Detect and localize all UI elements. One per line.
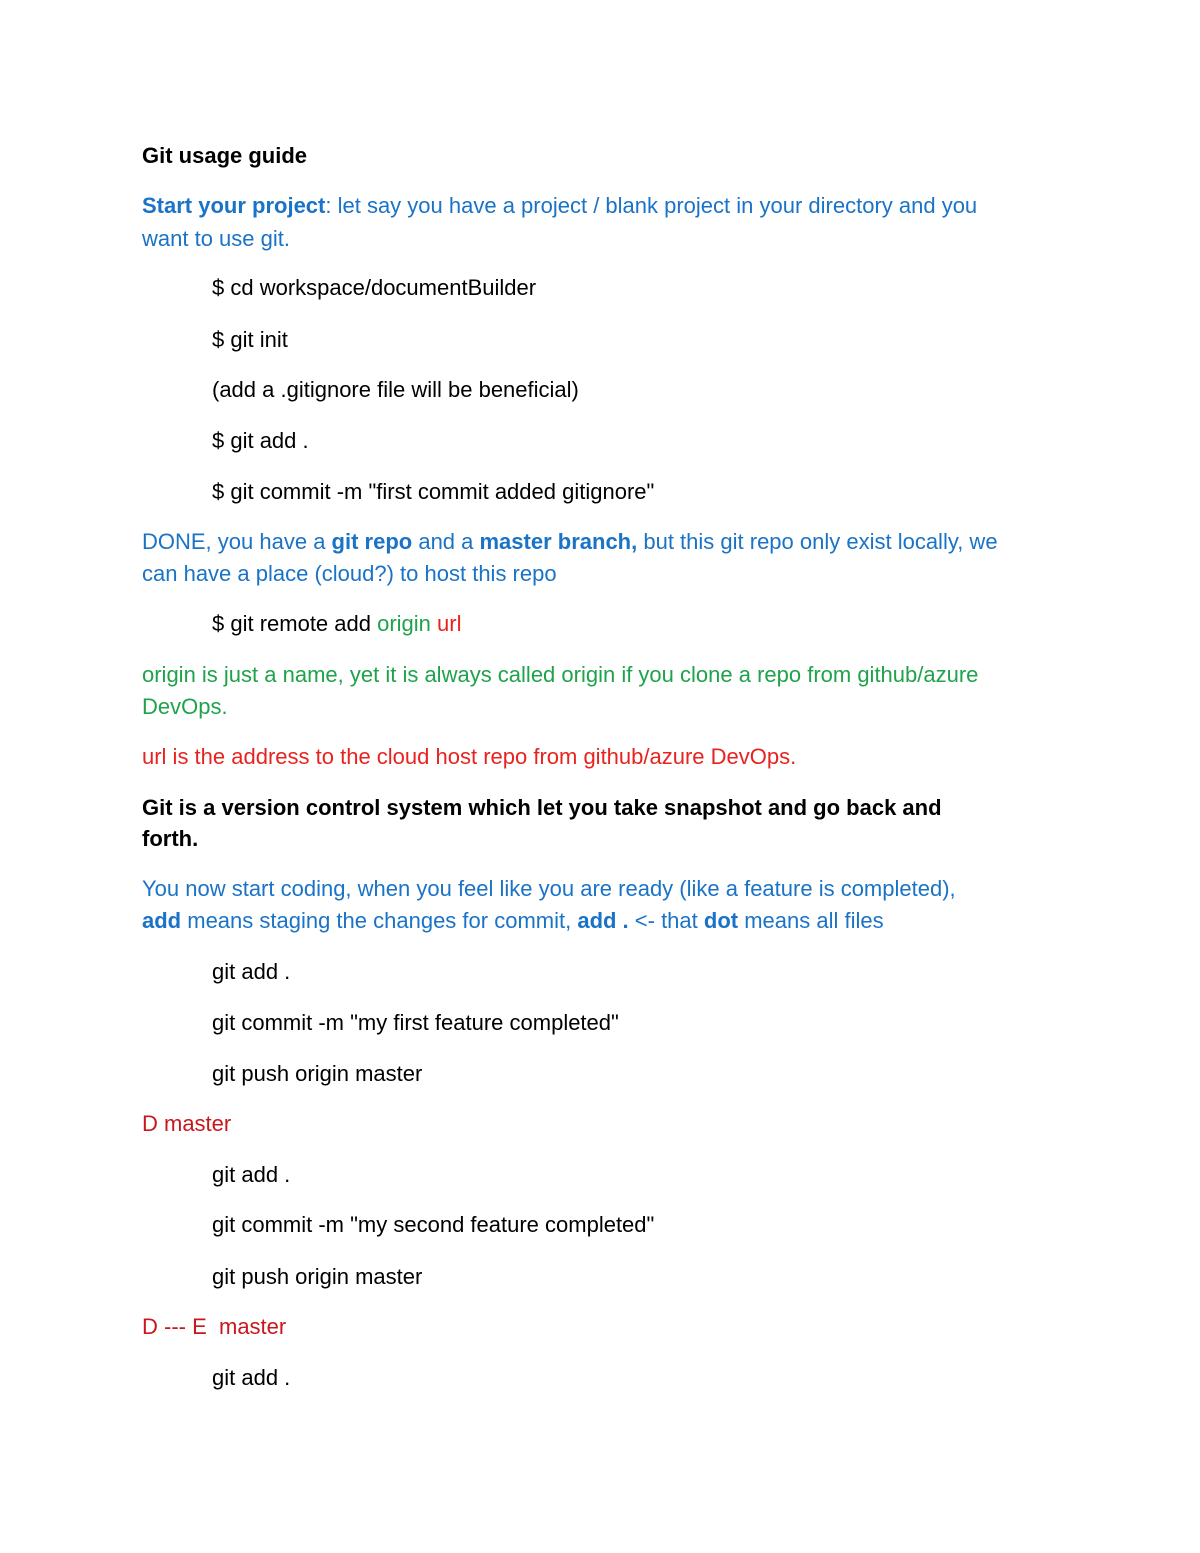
graph-1: D master — [142, 1111, 232, 1136]
done-text-2: and a — [412, 529, 480, 554]
origin-note-line-1: origin is just a name, yet it is always called origin if you clone a repo from github/azure — [142, 662, 979, 687]
command-git-init: $ git init — [212, 327, 288, 352]
command-cd: $ cd workspace/documentBuilder — [212, 275, 537, 300]
block1-git-push: git push origin master — [212, 1061, 423, 1086]
remote-origin: origin — [377, 611, 431, 636]
coding-bold-dot: dot — [703, 908, 739, 933]
vcs-note-line-2: forth. — [142, 826, 199, 851]
done-bold-git-repo: git repo — [331, 529, 413, 554]
block1-git-commit: git commit -m "my first feature completed" — [212, 1010, 619, 1035]
block3-git-add: git add . — [212, 1365, 291, 1390]
coding-text-1: means staging the changes for commit, — [181, 908, 578, 933]
remote-url: url — [437, 611, 462, 636]
block2-git-commit: git commit -m "my second feature completed" — [212, 1212, 655, 1237]
block2-git-add: git add . — [212, 1162, 291, 1187]
block1-git-add: git add . — [212, 959, 291, 984]
command-git-remote — [212, 611, 462, 637]
page-title: Git usage guide — [142, 143, 308, 168]
intro-line-1 — [142, 193, 977, 219]
done-line-2: can have a place (cloud?) to host this repo — [142, 561, 557, 586]
coding-bold-add-dot: add . — [577, 908, 629, 933]
graph-2: D --- E master — [142, 1314, 287, 1339]
done-text-1: DONE, you have a — [142, 529, 332, 554]
remote-prefix: $ git remote add — [212, 611, 378, 636]
done-text-3: but this git repo only exist locally, we — [637, 529, 998, 554]
coding-bold-add: add — [142, 908, 182, 933]
origin-note-line-2: DevOps. — [142, 694, 228, 719]
intro-text: : let say you have a project / blank project in your directory and you — [325, 193, 978, 218]
url-note: url is the address to the cloud host repo from github/azure DevOps. — [142, 744, 797, 769]
coding-text-3: means all files — [738, 908, 884, 933]
intro-bold: Start your project — [142, 193, 326, 218]
intro-line-2: want to use git. — [142, 226, 290, 251]
command-git-commit: $ git commit -m "first commit added gitignore" — [212, 479, 655, 504]
done-line-1 — [142, 529, 998, 555]
coding-line-1: You now start coding, when you feel like you are ready (like a feature is completed), — [142, 876, 956, 901]
coding-line-2 — [142, 908, 884, 934]
done-bold-master-branch: master branch, — [479, 529, 638, 554]
vcs-note-line-1: Git is a version control system which let you take snapshot and go back and — [142, 795, 942, 820]
coding-text-2: <- that — [628, 908, 704, 933]
command-git-add: $ git add . — [212, 428, 309, 453]
block2-git-push: git push origin master — [212, 1264, 423, 1289]
gitignore-note: (add a .gitignore file will be beneficial) — [212, 377, 579, 402]
